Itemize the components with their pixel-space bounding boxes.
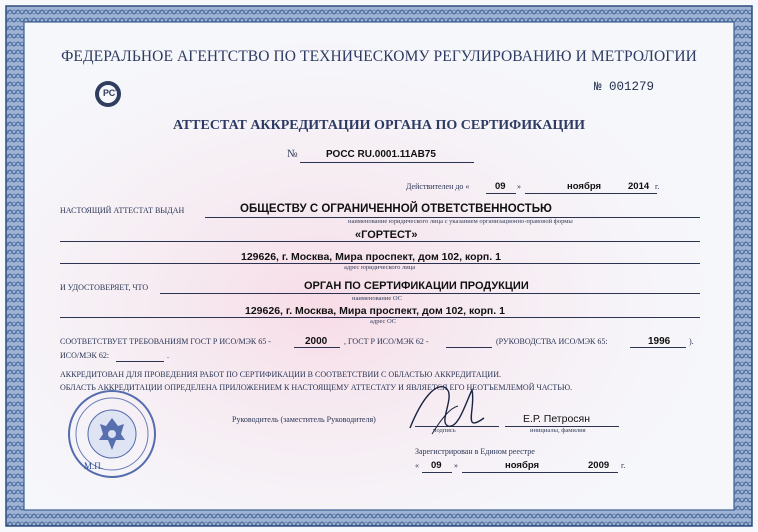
issued-line-2: [60, 241, 700, 242]
valid-until-label: Действителен до «: [406, 182, 470, 191]
certifies-label: И УДОСТОВЕРЯЕТ, ЧТО: [60, 283, 149, 292]
compliance-line-2: [446, 347, 492, 348]
serial-number: № 001279: [594, 80, 655, 94]
document-title: АТТЕСТАТ АККРЕДИТАЦИИ ОРГАНА ПО СЕРТИФИКАЦИИ: [172, 118, 586, 133]
signatory-name: Е.Р. Петросян: [523, 413, 591, 425]
accredited-line-2: ОБЛАСТЬ АККРЕДИТАЦИИ ОПРЕДЕЛЕНА ПРИЛОЖЕНИЕМ К НАСТОЯЩЕМУ АТТЕСТАТУ И ЯВЛЯЕТСЯ ЕГО НЕОТЪЕМЛЕМОЙ ЧАСТЬЮ.: [60, 383, 573, 392]
compliance-value-3: 1996: [648, 336, 671, 347]
issued-to-label: НАСТОЯЩИЙ АТТЕСТАТ ВЫДАН: [60, 206, 185, 215]
registered-day: 09: [431, 460, 442, 471]
registered-close-quote: »: [454, 461, 458, 470]
reg-number: РОСС RU.0001.11АВ75: [326, 149, 436, 160]
compliance-label-2: , ГОСТ Р ИСО/МЭК 62 -: [344, 337, 429, 346]
official-seal-icon: [66, 388, 158, 480]
valid-year: 2014: [628, 181, 650, 192]
issued-caption-1: наименование юридического лица с указанием организационно-правовой формы: [348, 218, 573, 225]
compliance-label-1: СООТВЕТСТВУЕТ ТРЕБОВАНИЯМ ГОСТ Р ИСО/МЭК 65 -: [60, 337, 271, 346]
issued-to-address: 129626, г. Москва, Мира проспект, дом 102, корп. 1: [241, 251, 501, 263]
valid-month-line: [525, 193, 657, 194]
registered-year: 2009: [588, 460, 610, 471]
agency-title: ФЕДЕРАЛЬНОЕ АГЕНТСТВО ПО ТЕХНИЧЕСКОМУ РЕГУЛИРОВАНИЮ И МЕТРОЛОГИИ: [61, 48, 697, 65]
compliance-line-4: [116, 361, 164, 362]
signature-caption: подпись: [433, 427, 456, 434]
rst-logo: [94, 80, 124, 108]
compliance-line-1: [294, 347, 340, 348]
issued-to-brand: «ГОРТЕСТ»: [355, 229, 418, 241]
registered-open-quote: «: [415, 461, 419, 470]
compliance-close-3: ).: [689, 337, 694, 346]
accredited-line-1: АККРЕДИТОВАН ДЛЯ ПРОВЕДЕНИЯ РАБОТ ПО СЕРТИФИКАЦИИ В СООТВЕТСТВИИ С ОБЛАСТЬЮ АККРЕДИТАЦИИ.: [60, 370, 501, 379]
certified-caption-address: адрес ОС: [370, 318, 397, 325]
valid-day: 09: [495, 181, 506, 192]
handwritten-signature-icon: [402, 378, 492, 442]
registered-day-line: [422, 472, 452, 473]
valid-month: ноября: [567, 181, 602, 192]
valid-day-line: [486, 193, 516, 194]
compliance-label-4: ИСО/МЭК 62:: [60, 351, 110, 360]
certifies-line-1: [160, 293, 700, 294]
certified-caption-name: наименование ОС: [352, 295, 403, 302]
certified-body-address: 129626, г. Москва, Мира проспект, дом 102, корп. 1: [245, 305, 505, 317]
compliance-label-3: (РУКОВОДСТВА ИСО/МЭК 65:: [496, 337, 608, 346]
rst-logo-text: РСТ: [103, 88, 121, 98]
certified-body-name: ОРГАН ПО СЕРТИФИКАЦИИ ПРОДУКЦИИ: [304, 280, 529, 292]
registered-month: ноября: [505, 460, 540, 471]
issued-to-name: ОБЩЕСТВУ С ОГРАНИЧЕННОЙ ОТВЕТСТВЕННОСТЬЮ: [240, 203, 552, 215]
valid-close-quote: »: [517, 182, 521, 191]
registered-suffix: г.: [621, 461, 626, 470]
registered-month-line: [462, 472, 618, 473]
stamp-label: М.П.: [84, 461, 104, 471]
compliance-value-1: 2000: [305, 336, 328, 347]
reg-number-prefix: №: [287, 148, 298, 160]
registered-label: Зарегистрирован в Едином реестре: [415, 447, 535, 456]
reg-number-line: [300, 162, 474, 163]
compliance-line-3: [630, 347, 686, 348]
valid-suffix: г.: [655, 182, 660, 191]
name-caption: инициалы, фамилия: [530, 427, 586, 434]
signatory-label: Руководитель (заместитель Руководителя): [232, 415, 376, 424]
issued-caption-3: адрес юридического лица: [344, 264, 416, 271]
compliance-end-4: .: [167, 351, 169, 360]
